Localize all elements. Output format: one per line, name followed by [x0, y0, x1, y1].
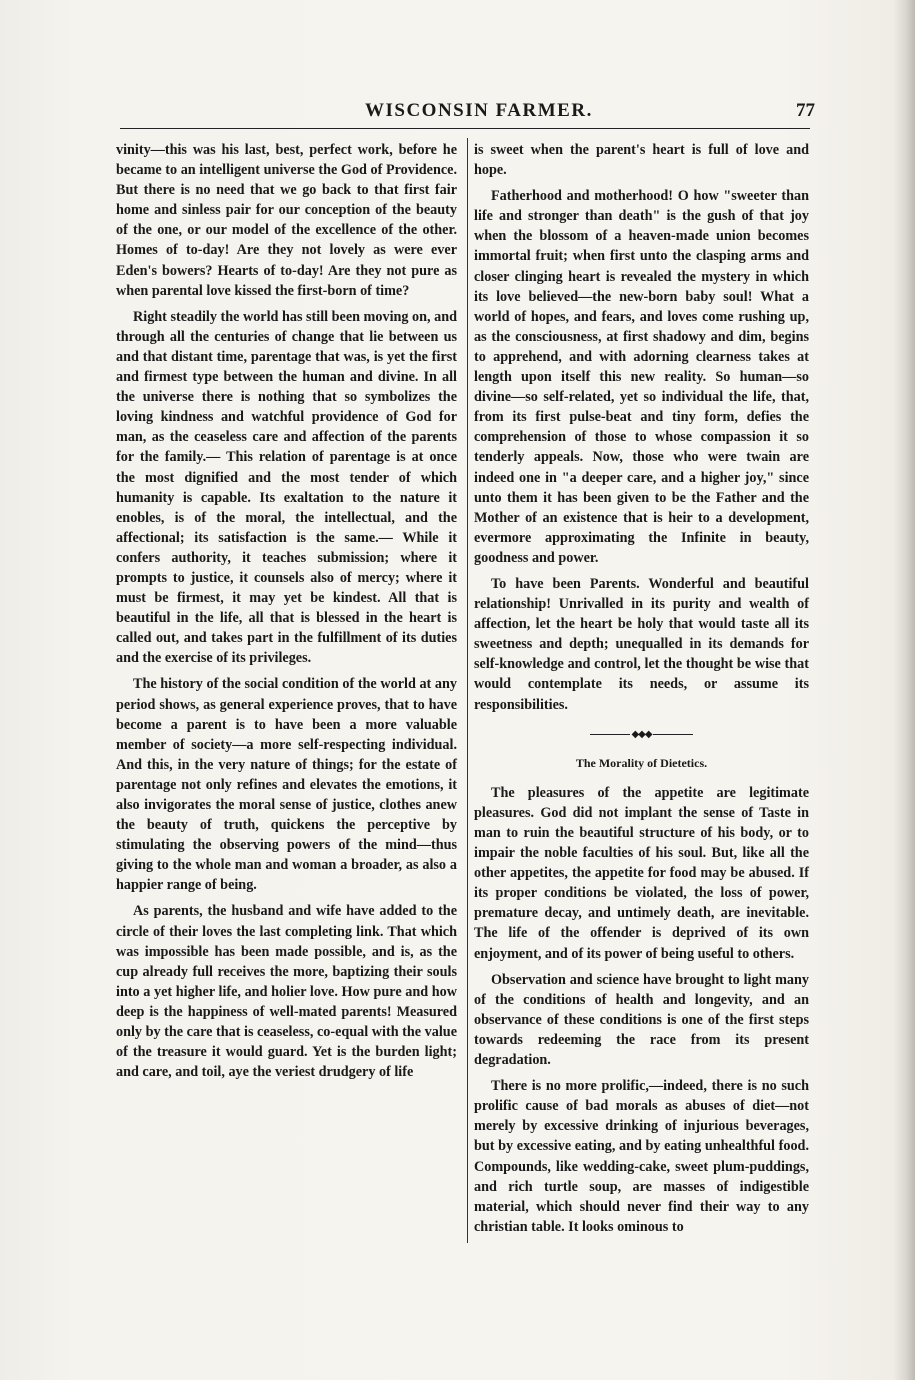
column-divider	[467, 138, 468, 1243]
paragraph: Right steadily the world has still been moving on, and through all the centuries of change that lie between us and that distant time, parentage that was, is yet the first and firmest type between the human and divine. In all the universe there is nothing that so symbolizes the loving kindness and watchful providence of God for man, as the ceaseless care and affection of the parents for the family.— This relation of parentage is at once the most dignified and the most tender of which humanity is capable. Its exaltation to the nature it enobles, is of the moral, the intellectual, and the affectional; its satisfaction is the same.— While it confers authority, it teaches submission; where it prompts to justice, it counsels also of mercy; where it must be firmest, it may yet be kindest. All that is beautiful in the life, all that is blessed in the heart is called out, and takes part in the fulfillment of its duties and the exercise of its privileges.	[116, 308, 457, 667]
article-body-small	[474, 783, 809, 1237]
paragraph: The history of the social condition of the world at any period shows, as general experience proves, that to have become a parent is to have been a more valuable member of society—a more self-respecting individual. And this, in the very nature of things; for the estate of parentage not only refines and elevates the emotions, it also invigorates the moral sense of justice, clothes anew the beauty of truth, quickens the perceptive by stimulating the observing powers of the mind—thus giving to the whole man and woman a broader, as also a happier range of being.	[116, 676, 457, 894]
paragraph: Observation and science have brought to light many of the conditions of health and longevity, and an observance of these conditions is one of the first steps towards redeeming the race from its present degradation.	[474, 971, 809, 1069]
journal-title: WISCONSIN FARMER.	[365, 100, 593, 121]
paragraph: There is no more prolific,—indeed, there is no such prolific cause of bad morals as abuses of diet—not merely by excessive drinking of injurious beverages, but by excessive eating, and by eating unhealthful food. Compounds, like wedding-cake, sweet plum-puddings, and rich turtle soup, are masses of indigestible material, which should never find their way to any christian table. It looks ominous to	[474, 1078, 809, 1235]
section-title: The Morality of Dietetics.	[575, 755, 708, 770]
paragraph: is sweet when the parent's heart is full of love and hope.	[474, 142, 809, 179]
running-header	[115, 100, 815, 128]
paragraph: As parents, the husband and wife have added to the circle of their loves the last completing link. That which was impossible has been made possible, and is, as the cup already full receives the more, baptizing their souls into a yet higher life, and holier love. How pure and how deep is the happiness of well-mated parents! Measured only by the care that is ceaseless, co-equal with the value of the treasure it would guard. Yet is the burden light; and care, and toil, aye the veriest drudgery of life	[116, 903, 457, 1081]
page-edge-shadow	[893, 0, 915, 1380]
ornament-line-right	[653, 734, 693, 735]
paragraph: vinity—this was his last, best, perfect work, before he became to an intelligent universe the God of Providence. But there is no need that we go back to that first fair home and sinless pair for our conception of the beauty of the one, or our model of the excellence of the other. Homes of to-day! Are they not lovely as were ever Eden's bowers? Hearts of to-day! Are they not pure as when parental love kissed the first-born of time?	[116, 142, 457, 299]
page-number: 77	[796, 100, 815, 121]
right-column	[474, 140, 809, 1243]
paragraph: The pleasures of the appetite are legitimate pleasures. God did not implant the sense of Taste in man to ruin the beautiful structure of his body, or to impair the noble faculties of his soul. But, like all the other appetites, the appetite for food may be abused. If its proper conditions be violated, the loss of power, premature decay, and untimely death, are inevitable. The life of the offender is deprived of its own enjoyment, and of its power of being useful to others.	[474, 784, 809, 962]
ornament-diamonds: ◆◆◆	[631, 728, 652, 740]
left-column	[116, 140, 457, 1088]
paragraph: To have been Parents. Wonderful and beautiful relationship! Unrivalled in its purity and wealth of affection, let the heart be holy that would taste all its sweetness and depth; unequalled in its demands for self-knowledge and control, let the thought be wise that would contemplate its needs, or assume its responsibilities.	[474, 575, 809, 713]
section-divider-ornament	[474, 725, 809, 745]
paragraph: Fatherhood and motherhood! O how "sweeter than life and stronger than death" is the gush of that joy when the blossom of a heaven-made union becomes immortal fruit; when first unto the clasping arms and closer clinging heart is revealed the mystery in which its love believed—the new-born baby soul! What a world of hopes, and fears, and loves come rushing up, as the consciousness, at first shadowy and dim, begins to apprehend, and with adorning clearness takes at length upon itself this new reality. So human—so divine—so self-related, yet so individual the life, that, from its first pulse-beat and tiny form, defies the comprehension of those to whose compassion it so tenderly appeals. Now, those who were twain are indeed one in "a deeper care, and a higher joy," since unto them it has been given to be the Father and the Mother of an existence that is heir to a development, evermore approximating the Infinite in beauty, goodness and power.	[474, 188, 809, 566]
ornament-line-left	[590, 734, 630, 735]
header-rule	[120, 128, 810, 129]
